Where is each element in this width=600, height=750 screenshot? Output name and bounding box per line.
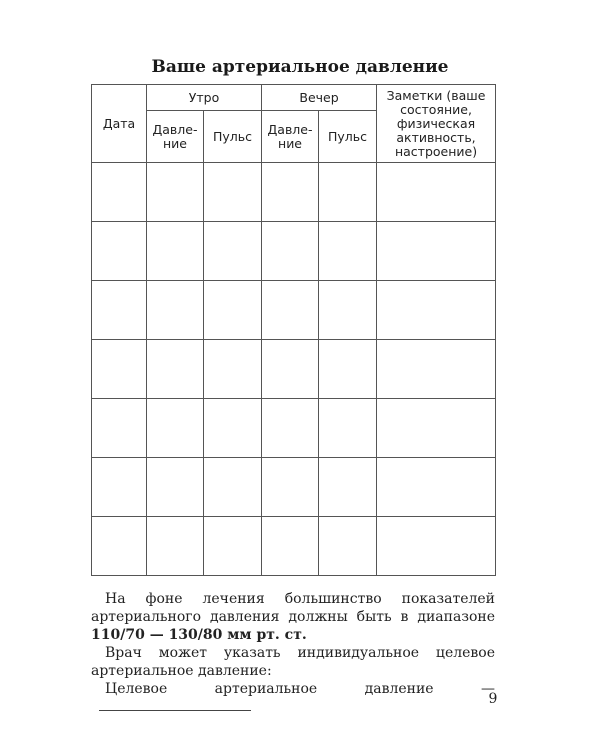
header-pressure-line2: ние — [278, 135, 303, 151]
header-evening-pressure — [262, 111, 319, 163]
footer-notes — [91, 590, 495, 716]
cell-evening-pressure[interactable] — [262, 222, 319, 281]
cell-notes[interactable] — [377, 517, 496, 576]
page-number: 9 — [488, 691, 498, 707]
header-pressure-line1: Давле- — [267, 121, 313, 137]
cell-morning-pressure[interactable] — [147, 458, 204, 517]
header-evening: Вечер — [262, 85, 377, 111]
cell-date[interactable] — [92, 163, 147, 222]
cell-notes[interactable] — [377, 281, 496, 340]
cell-evening-pressure[interactable] — [262, 458, 319, 517]
header-notes-text: Заметки (ваше состояние, физическая активность, настроение) — [386, 87, 486, 159]
blood-pressure-log-table — [91, 84, 496, 576]
cell-morning-pressure[interactable] — [147, 163, 204, 222]
header-pressure-line1: Давле- — [152, 121, 198, 137]
page-title: Ваше артериальное давление — [151, 57, 449, 77]
cell-notes[interactable] — [377, 163, 496, 222]
cell-morning-pulse[interactable] — [204, 281, 262, 340]
cell-morning-pressure[interactable] — [147, 399, 204, 458]
cell-notes[interactable] — [377, 340, 496, 399]
cell-evening-pulse[interactable] — [319, 458, 377, 517]
cell-date[interactable] — [92, 517, 147, 576]
header-pressure-line2: ние — [163, 135, 187, 151]
cell-evening-pressure[interactable] — [262, 340, 319, 399]
footer-paragraph-doctor: Врач может указать индивидуальное целевое артериальное давление: — [91, 645, 495, 679]
cell-evening-pressure[interactable] — [262, 163, 319, 222]
cell-morning-pressure[interactable] — [147, 517, 204, 576]
cell-morning-pulse[interactable] — [204, 517, 262, 576]
cell-morning-pulse[interactable] — [204, 340, 262, 399]
cell-notes[interactable] — [377, 399, 496, 458]
table-row — [92, 458, 496, 517]
cell-date[interactable] — [92, 222, 147, 281]
cell-evening-pulse[interactable] — [319, 163, 377, 222]
cell-morning-pressure[interactable] — [147, 281, 204, 340]
cell-evening-pulse[interactable] — [319, 222, 377, 281]
cell-notes[interactable] — [377, 458, 496, 517]
cell-morning-pressure[interactable] — [147, 222, 204, 281]
cell-morning-pressure[interactable] — [147, 340, 204, 399]
cell-evening-pulse[interactable] — [319, 340, 377, 399]
target-label: Целевое артериальное давление — — [105, 681, 495, 697]
cell-evening-pressure[interactable] — [262, 399, 319, 458]
cell-evening-pressure[interactable] — [262, 517, 319, 576]
target-fill-line[interactable] — [99, 709, 251, 711]
header-morning: Утро — [147, 85, 262, 111]
table-row — [92, 222, 496, 281]
cell-evening-pressure[interactable] — [262, 281, 319, 340]
cell-notes[interactable] — [377, 222, 496, 281]
footer-paragraph-range — [91, 590, 495, 644]
range-value: 110/70 — 130/80 мм рт. ст. — [91, 627, 307, 643]
cell-morning-pulse[interactable] — [204, 222, 262, 281]
cell-evening-pulse[interactable] — [319, 399, 377, 458]
cell-morning-pulse[interactable] — [204, 163, 262, 222]
cell-date[interactable] — [92, 340, 147, 399]
cell-morning-pulse[interactable] — [204, 458, 262, 517]
header-evening-pulse: Пульс — [319, 111, 377, 163]
table-row — [92, 517, 496, 576]
log-table-body — [92, 163, 496, 576]
table-row — [92, 281, 496, 340]
cell-date[interactable] — [92, 281, 147, 340]
cell-evening-pulse[interactable] — [319, 281, 377, 340]
cell-morning-pulse[interactable] — [204, 399, 262, 458]
table-row — [92, 163, 496, 222]
cell-date[interactable] — [92, 458, 147, 517]
range-text: На фоне лечения большинство показателей артериального давления должны быть в диапазоне — [91, 591, 495, 625]
cell-date[interactable] — [92, 399, 147, 458]
header-notes — [377, 85, 496, 163]
header-date: Дата — [92, 85, 147, 163]
table-row — [92, 399, 496, 458]
cell-evening-pulse[interactable] — [319, 517, 377, 576]
header-morning-pulse: Пульс — [204, 111, 262, 163]
footer-paragraph-target — [91, 680, 495, 716]
header-morning-pressure — [147, 111, 204, 163]
table-row — [92, 340, 496, 399]
